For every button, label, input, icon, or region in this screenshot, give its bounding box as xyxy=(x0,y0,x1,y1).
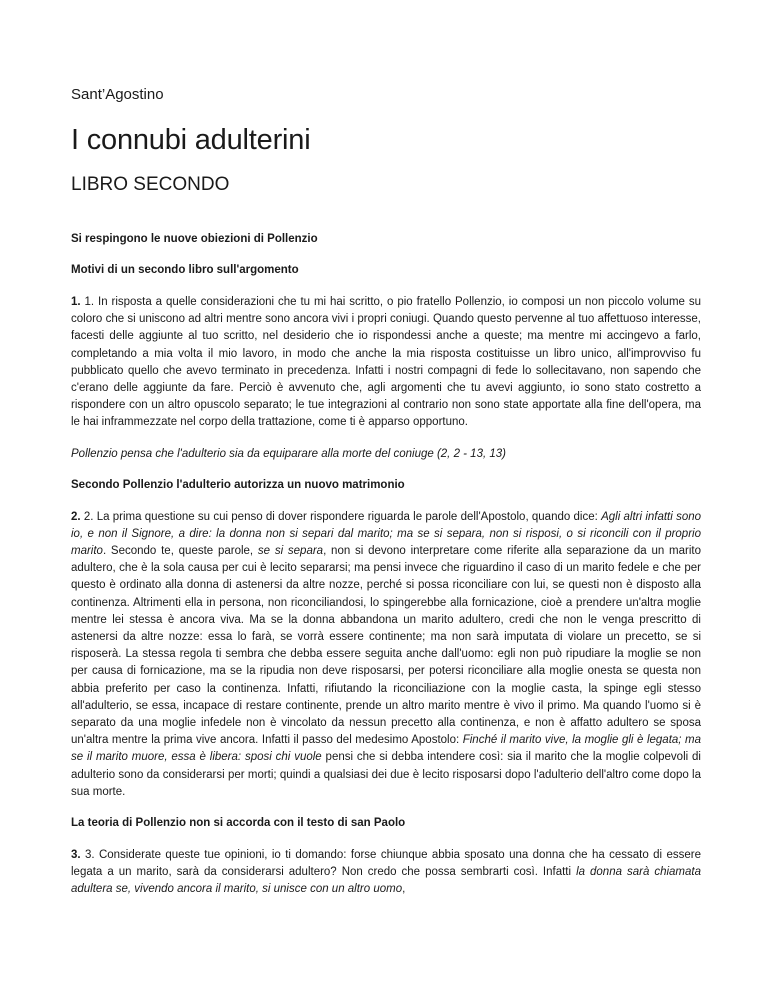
scripture-quote: Finché il marito vive, la moglie gli è legata; ma se il marito muore, essa è libera: sposi chi vuole xyxy=(71,734,701,764)
section-heading: La teoria di Pollenzio non si accorda con il testo di san Paolo xyxy=(71,817,406,830)
paragraph-text: La prima questione su cui penso di dover rispondere riguarda le parole dell'Apostolo, quando dice: xyxy=(93,510,602,523)
book-heading: LIBRO SECONDO xyxy=(71,174,230,195)
paragraph-text: Considerate queste tue opinioni, io ti domando: forse chiunque abbia sposato una donna che ha cessato di essere legata a un marito, sarà da considerarsi adultero? Non credo che possa sembrarti così. Infatti xyxy=(71,849,701,879)
paragraph-text: . Secondo te, queste parole, xyxy=(102,545,258,558)
scripture-quote: Agli altri infatti sono io, e non il Signore, a dire: la donna non si separi dal marito; ma se si separa, non si risposi, o si riconcili con il proprio marito xyxy=(71,510,702,558)
section-heading: Secondo Pollenzio l'adulterio autorizza un nuovo matrimonio xyxy=(71,478,405,491)
subsection-number: 3. xyxy=(80,849,95,862)
paragraph xyxy=(71,294,701,432)
paragraph-text: pensi che si debba intendere così: sia il marito che la moglie colpevoli di adulterio sono da considerarsi per morti; quindi a qualsiasi dei due è lecito risposarsi dopo l'adulterio dell'altro come dopo la sua morte. xyxy=(71,751,701,798)
paragraph-text: In risposta a quelle considerazioni che tu mi hai scritto, o pio fratello Pollenzio, io composi un non piccolo volume su coloro che si uniscono ad altri mentre sono ancora vivi i propri coniugi. Quando questo pervenne al tuo affettuoso interesse, facesti delle aggiunte al tuo scritto, nel desiderio che io rispondessi anche a queste; ma mentre mi accingevo a farlo, completando a mia volta il mio lavoro, in modo che anche la mia risposta costituisse un libro unico, all'improvviso fu pubblicato quello che avevo terminato in precedenza. Infatti i nostri compagni di fede lo sollecitavano, non sapendo che c'erano delle aggiunte da fare. Perciò è avvenuto che, agli argomenti che tu avevi aggiunto, io sono stato costretto a rispondere con un altro opuscolo separato; le tue integrazioni al contrario non sono state apportate alla fine dell'opera, ma le hai inframmezzate nel corpo della trattazione, come ti è apparso opportuno. xyxy=(71,296,701,429)
subsection-number: 1. xyxy=(80,296,95,308)
paragraph: 3. 3. Considerate queste tue opinioni, io ti domando: forse chiunque abbia sposato una donna che ha cessato di essere legata a un marito, sarà da considerarsi adultero? Non credo che possa sembrarti così. Infatti la donna sarà chiamata adultera se, vivendo ancora il marito, si unisce con un altro uomo, xyxy=(71,849,701,896)
paragraph-text: , non si devono interpretare come riferite alla separazione da un marito adultero, che è la sola causa per cui è lecito separarsi; ma pensi invece che riguardino il caso di un marito fedele e che per questo è ordinato alla donna di astenersi da altre nozze, perché si possa riconciliare con lui, se questi non è disposto alla continenza. Altrimenti ella in persona, non riconciliandosi, lo spingerebbe alla fornicazione, cioè a prendere un'altra moglie mentre lei stessa è ancora viva. Ma se la donna abbandona un marito adultero, credi che non le venga prescritto di astenersi da altre nozze: essa lo farà, se vorrà essere continente; ma non sarà imputata di violare un precetto, se si risposerà. La stessa regola ti sembra che debba essere seguita anche dall'uomo: egli non può ripudiare la moglie se non per causa di fornicazione, ma se la ripudia non deve risposarsi, per potersi riconciliare alla moglie onesta se questa non abbia preferito per caso la continenza. Infatti, rifiutando la riconciliazione con la moglie casta, la spinge egli stesso all'adulterio, se essa, incapace di restare continente, prende un altro marito mentre è vivo il primo. Ma quando l'uomo si è separato da una moglie infedele non è vincolato da nessun precetto alla continenza, e non è affatto adultero se sposa un'altra mentre la prima vive ancora. Infatti il passo del medesimo Apostolo: xyxy=(71,545,701,747)
paragraph-number: 1. xyxy=(71,296,81,308)
paragraph-number: 3. xyxy=(71,849,81,862)
section-heading: Si respingono le nuove obiezioni di Pollenzio xyxy=(71,233,318,245)
author: Sant’Agostino xyxy=(71,86,164,103)
scripture-quote: la donna sarà chiamata adultera se, vivendo ancora il marito, si unisce con un altro uomo xyxy=(71,866,701,896)
paragraph xyxy=(71,509,701,801)
scripture-quote: se si separa xyxy=(257,545,324,558)
paragraph-number: 2. xyxy=(71,510,81,523)
document-title: I connubi adulterini xyxy=(71,124,311,156)
subsection-number: 2. xyxy=(80,510,94,523)
section-heading: Motivi di un secondo libro sull'argomento xyxy=(71,264,299,276)
italic-summary: Pollenzio pensa che l'adulterio sia da equiparare alla morte del coniuge (2, 2 - 13, 13) xyxy=(71,447,506,460)
